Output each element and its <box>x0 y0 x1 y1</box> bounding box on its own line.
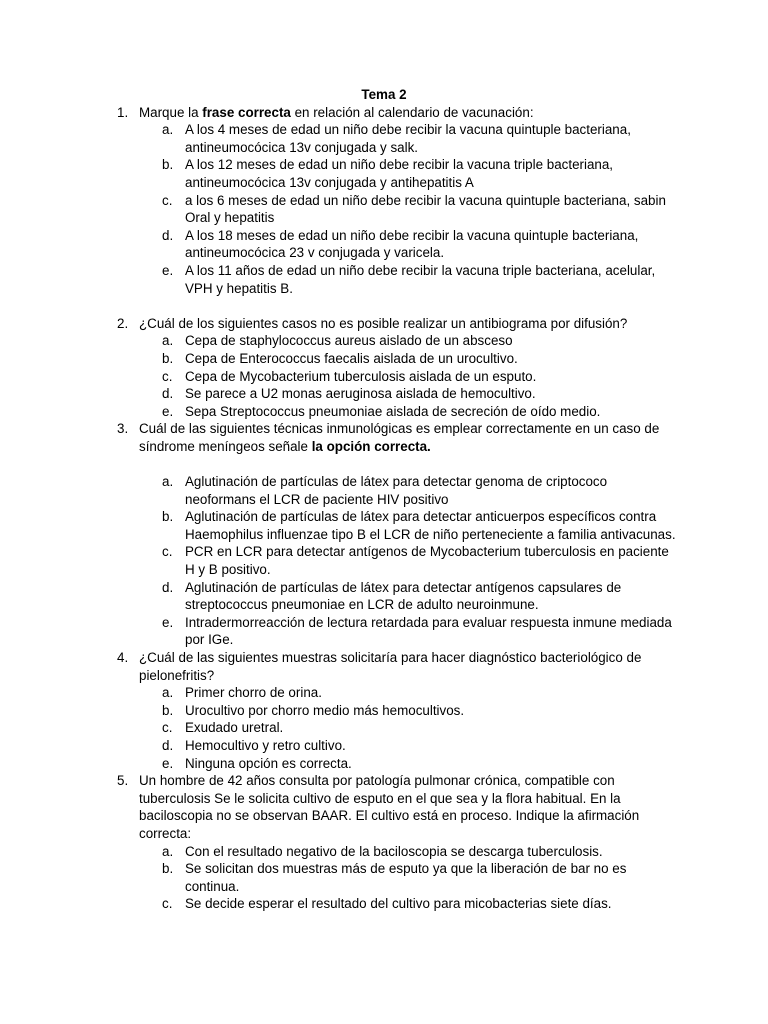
option-letter: d. <box>162 386 174 402</box>
option-letter: c. <box>162 896 173 912</box>
option-text: Aglutinación de partículas de látex para detectar genoma de criptococo neoformans el LCR de paciente HIV positivo <box>185 474 608 507</box>
option-text: Intradermorreacción de lectura retardada para evaluar respuesta inmune mediada por IGe. <box>185 614 672 648</box>
option-letter: e. <box>162 755 174 771</box>
option-letter: e. <box>162 403 174 419</box>
option-3c <box>0 543 768 578</box>
option-letter: a. <box>162 333 174 349</box>
option-text: Aglutinación de partículas de látex para detectar antígenos capsulares de streptococcus pneumoniae en LCR de adulto neuroinmune. <box>185 579 622 613</box>
question-1 <box>0 104 768 122</box>
option-2c <box>0 368 768 386</box>
option-text: Con el resultado negativo de la baciloscopia se descarga tuberculosis. <box>185 843 603 859</box>
option-text: A los 12 meses de edad un niño debe recibir la vacuna triple bacteriana, antineumocócica 13v conjugada y antihepatitis A <box>185 157 614 190</box>
option-text: Se solicitan dos muestras más de esputo ya que la liberación de bar no es continua. <box>185 861 627 894</box>
option-letter: b. <box>162 702 174 718</box>
question-text: ¿Cuál de las siguientes muestras solicitaría para hacer diagnóstico bacteriológico de pielonefritis? <box>139 650 642 683</box>
option-1b <box>0 156 768 191</box>
option-text: Se decide esperar el resultado del cultivo para micobacterias siete días. <box>185 896 612 912</box>
option-1d <box>0 227 768 262</box>
option-letter: d. <box>162 737 174 753</box>
question-number: 4. <box>117 650 129 665</box>
option-5a <box>0 843 768 861</box>
question-3 <box>0 420 768 455</box>
option-2a <box>0 332 768 350</box>
question-text: Marque la <box>139 104 203 120</box>
option-letter: e. <box>162 262 174 278</box>
option-letter: e. <box>162 614 174 630</box>
option-4a <box>0 684 768 702</box>
question-text: Un hombre de 42 años consulta por patología pulmonar crónica, compatible con tuberculosis Se le solicita cultivo de esputo en el que sea y la flora habitual. En la baciloscopia no se observan BAAR. El cultivo está en proceso. Indique la afirmación correcta: <box>139 773 640 841</box>
question-number: 5. <box>117 773 129 789</box>
option-letter: b. <box>162 861 174 877</box>
option-letter: c. <box>162 368 173 384</box>
option-letter: d. <box>162 227 174 243</box>
option-letter: a. <box>162 122 174 138</box>
question-emphasis: frase correcta <box>202 104 291 120</box>
option-letter: a. <box>162 685 174 701</box>
option-letter: c. <box>162 544 173 560</box>
option-4e <box>0 755 768 773</box>
option-3e <box>0 614 768 649</box>
question-5 <box>0 772 768 842</box>
option-2b <box>0 350 768 368</box>
question-number: 2. <box>117 315 129 331</box>
option-text: Hemocultivo y retro cultivo. <box>185 737 346 753</box>
option-letter: c. <box>162 720 173 736</box>
option-text: Ninguna opción es correcta. <box>185 755 352 771</box>
document-page <box>0 86 768 913</box>
option-1c <box>0 192 768 227</box>
option-text: Primer chorro de orina. <box>185 685 322 701</box>
option-text: Exudado uretral. <box>185 720 284 736</box>
question-number: 3. <box>117 421 129 437</box>
question-text: ¿Cuál de los siguientes casos no es posible realizar un antibiograma por difusión? <box>139 315 628 331</box>
option-1a <box>0 121 768 156</box>
question-number: 1. <box>117 104 129 120</box>
option-4d <box>0 737 768 755</box>
option-4b <box>0 702 768 720</box>
question-text-tail: en relación al calendario de vacunación: <box>290 104 534 120</box>
option-text: Sepa Streptococcus pneumoniae aislada de secreción de oído medio. <box>185 403 601 419</box>
option-5c <box>0 895 768 913</box>
option-letter: b. <box>162 509 174 525</box>
option-text: A los 4 meses de edad un niño debe recibir la vacuna quintuple bacteriana, antineumocócica 13v conjugada y salk. <box>185 122 631 155</box>
option-5b <box>0 860 768 895</box>
option-text: Se parece a U2 monas aeruginosa aislada de hemocultivo. <box>185 386 536 402</box>
spacer <box>0 297 768 315</box>
option-2d <box>0 385 768 403</box>
option-text: Cepa de Mycobacterium tuberculosis aislada de un esputo. <box>185 368 537 384</box>
option-1e <box>0 262 768 297</box>
option-4c <box>0 719 768 737</box>
option-letter: d. <box>162 579 174 595</box>
option-letter: b. <box>162 157 174 173</box>
option-text: PCR en LCR para detectar antígenos de Mycobacterium tuberculosis en paciente H y B positivo. <box>185 544 669 578</box>
option-letter: b. <box>162 350 174 366</box>
spacer <box>0 455 768 473</box>
option-3b <box>0 508 768 543</box>
question-text: Cuál de las siguientes técnicas inmunológicas es emplear correctamente en un caso de síndrome meníngeos señale <box>139 421 660 454</box>
option-2e <box>0 403 768 421</box>
option-letter: a. <box>162 474 174 490</box>
option-letter: c. <box>162 192 173 208</box>
option-text: A los 11 años de edad un niño debe recibir la vacuna triple bacteriana, acelular, VPH y hepatitis B. <box>185 262 656 296</box>
option-text: Aglutinación de partículas de látex para detectar anticuerpos específicos contra Haemophilus influenzae tipo B el LCR de niño perteneciente a familia antivacunas. <box>185 509 676 542</box>
question-emphasis: la opción correcta. <box>311 438 431 454</box>
option-3d <box>0 579 768 614</box>
option-text: a los 6 meses de edad un niño debe recibir la vacuna quintuple bacteriana, sabin Oral y hepatitis <box>185 192 666 226</box>
option-3a <box>0 473 768 508</box>
option-text: Cepa de staphylococcus aureus aislado de un absceso <box>185 333 513 349</box>
option-text: Urocultivo por chorro medio más hemocultivos. <box>185 702 465 718</box>
option-text: Cepa de Enterococcus faecalis aislada de un urocultivo. <box>185 350 518 366</box>
document-title: Tema 2 <box>361 87 407 102</box>
option-text: A los 18 meses de edad un niño debe recibir la vacuna quintuple bacteriana, antineumocócica 23 v conjugada y varicela. <box>185 227 639 261</box>
question-2 <box>0 315 768 333</box>
option-letter: a. <box>162 843 174 859</box>
question-4 <box>0 649 768 684</box>
